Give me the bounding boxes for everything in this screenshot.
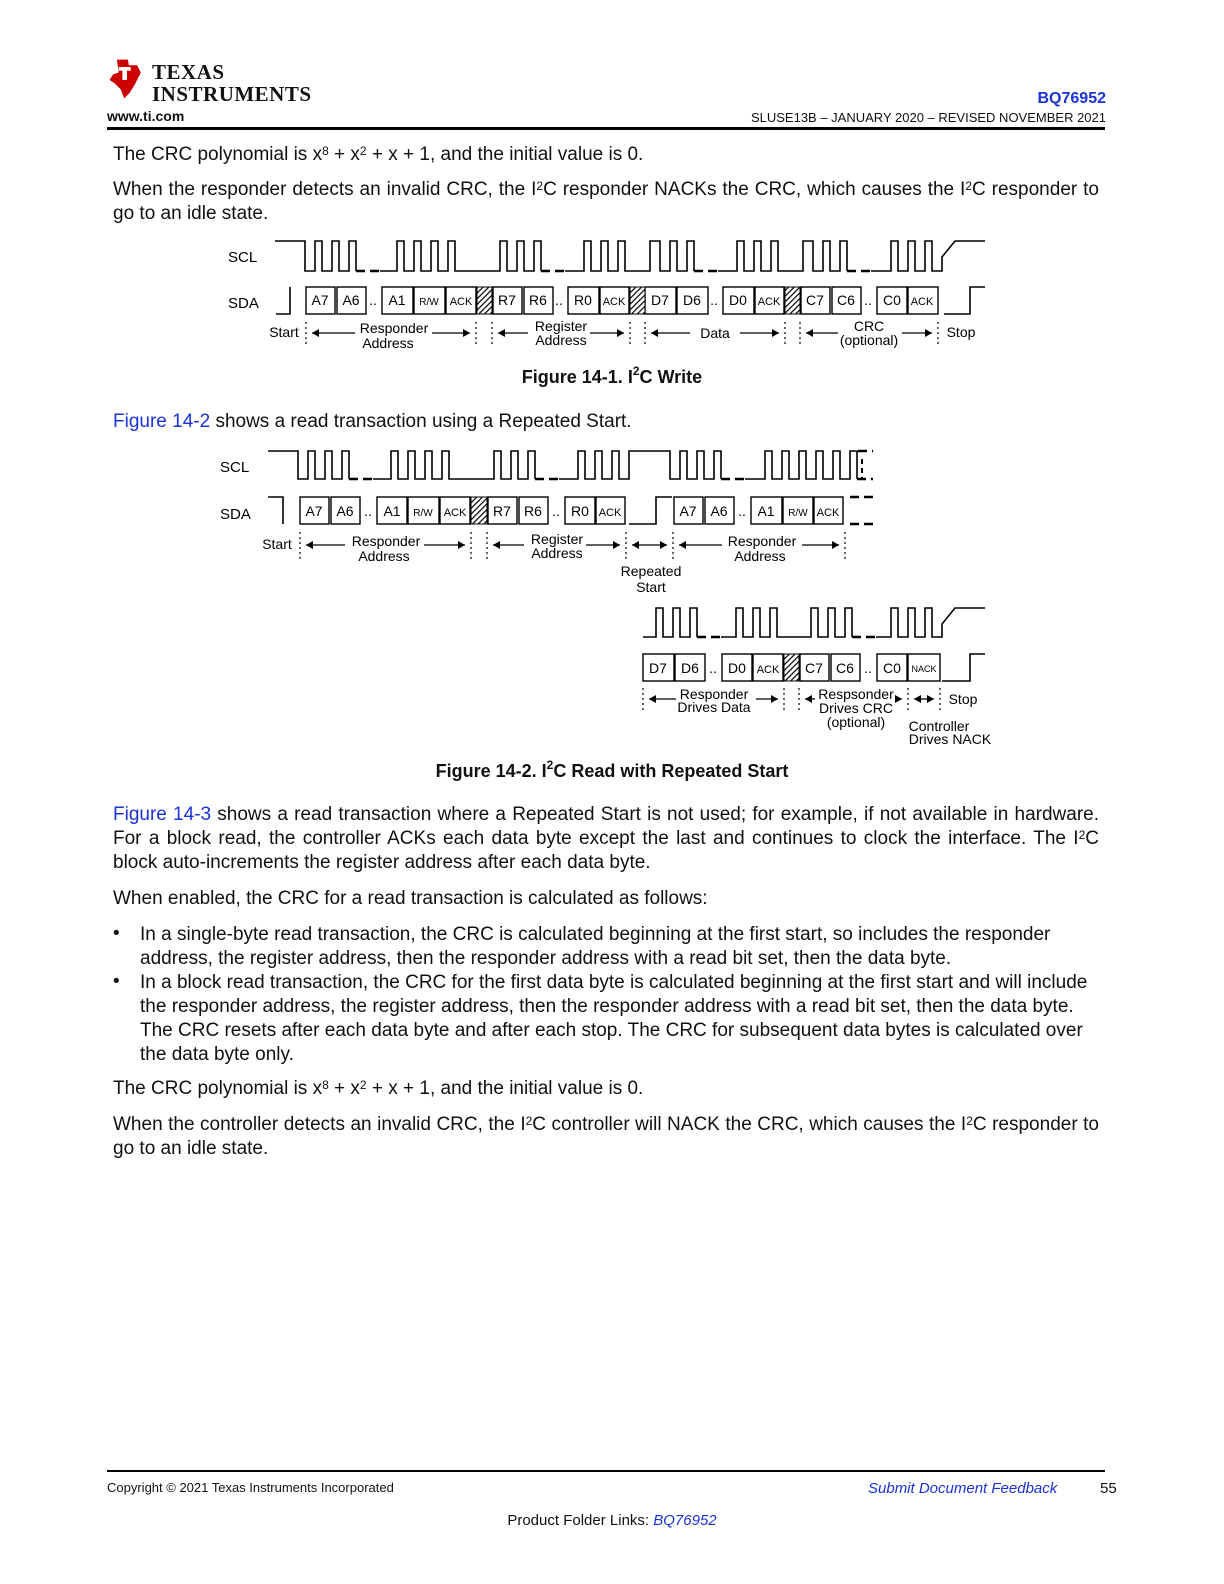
fig1-bit: D7 <box>651 292 669 308</box>
fig1-bit: C6 <box>837 292 855 308</box>
figure-14-1-diagram <box>0 230 1224 360</box>
fig2-responder-drives-crc-label: Respsonder <box>818 686 894 702</box>
figure-14-2-caption: Figure 14-2. $I^2C$ Read with Repeated Start <box>435 758 789 781</box>
fig2-bit: R/W <box>413 508 433 519</box>
fig1-crc-label: CRC <box>853 318 885 334</box>
fig2-bit: A1 <box>757 503 775 519</box>
fig2-bit: A7 <box>679 503 697 519</box>
fig1-data-label: Data <box>700 325 730 341</box>
fig1-crc-label: (optional) <box>839 332 899 348</box>
fig2-sda-label: SDA <box>220 506 251 523</box>
fig1-bit: A7 <box>311 292 329 308</box>
footer-rule <box>107 1470 1105 1472</box>
crc-polynomial-text-2: The CRC polynomial is $x^8 + x^2 + x + 1$, and the initial value is 0. <box>113 1078 644 1099</box>
submit-feedback-link[interactable]: Submit Document Feedback <box>868 1480 1058 1497</box>
fig2-bit: NACK <box>911 664 937 674</box>
doc-revision: SLUSE13B – JANUARY 2020 – REVISED NOVEMBER 2021 <box>750 110 1106 125</box>
fig1-bit: D0 <box>729 292 747 308</box>
fig2-bit: C7 <box>805 660 823 676</box>
ti-logo-icon <box>104 56 150 102</box>
fig2-scl-label: SCL <box>220 459 250 476</box>
fig2-responder-address-label: Responder <box>727 533 797 549</box>
fig2-bit: A7 <box>305 503 323 519</box>
fig2-bit: ACK <box>816 507 840 519</box>
product-folder-link[interactable]: BQ76952 <box>653 1512 717 1529</box>
bullet-marker: • <box>113 923 120 944</box>
fig2-controller-drives-nack-label: Controller <box>908 718 970 734</box>
responder-nack-text: When the responder detects an invalid CRC, the $I^2C$ responder NACKs the CRC, which causes the $I^2C$ responder to go to an idle state. <box>113 179 1099 224</box>
fig1-bit: C7 <box>806 292 824 308</box>
fig2-bit: ACK <box>443 507 467 519</box>
fig2-ellipsis: .. <box>864 660 872 676</box>
fig2-bit: A1 <box>383 503 401 519</box>
fig2-register-address-label: Address <box>531 545 583 561</box>
bullet-block-read: In a block read transaction, the CRC for the first data byte is calculated beginning at the first start and will include the responder address, the register address, then the responder address with a read bit set, then the data byte. The CRC resets after each data byte and after each stop. The CRC for subsequent data bytes is calculated over the data byte only. <box>140 972 1088 1065</box>
figure-14-3-link[interactable]: Figure 14-3 <box>113 804 212 825</box>
fig2-responder-address-label: Address <box>358 548 410 564</box>
fig2-responder-address-label: Address <box>734 548 786 564</box>
figure-14-2-link[interactable]: Figure 14-2 <box>113 411 211 432</box>
fig1-register-address-label: Register <box>534 318 588 334</box>
fig2-bit: ACK <box>756 664 780 676</box>
fig1-ellipsis: .. <box>369 292 377 308</box>
fig1-bit: R6 <box>529 292 547 308</box>
fig2-bit: D7 <box>649 660 667 676</box>
fig2-bit: R0 <box>571 503 589 519</box>
fig2-repeated-start-label: Start <box>636 579 666 595</box>
fig2-ellipsis: .. <box>364 503 372 519</box>
fig2-start-label: Start <box>262 536 292 552</box>
fig1-bit: D6 <box>683 292 701 308</box>
fig2-bit: A6 <box>710 503 728 519</box>
fig1-register-address-label: Address <box>535 332 587 348</box>
product-folder-links: Product Folder Links: BQ76952 <box>507 1512 717 1529</box>
fig1-responder-address-label: Responder <box>359 320 429 336</box>
fig2-bit: ACK <box>598 507 622 519</box>
fig2-ellipsis: .. <box>738 503 746 519</box>
fig1-bit: R0 <box>574 292 592 308</box>
figure-14-1-caption: Figure 14-1. $I^2C$ Write <box>521 364 703 387</box>
fig2-controller-drives-nack-label: Drives NACK <box>908 731 992 747</box>
brand-line2: INSTRUMENTS <box>152 82 312 106</box>
fig1-ellipsis: .. <box>555 292 563 308</box>
site-url[interactable]: www.ti.com <box>107 108 185 124</box>
fig1-stop-label: Stop <box>946 324 976 340</box>
figure-14-2-diagram <box>0 445 1224 750</box>
fig2-bit: C6 <box>836 660 854 676</box>
fig2-repeated-start-label: Repeated <box>620 563 682 579</box>
fig2-bit: C0 <box>883 660 901 676</box>
fig2-responder-address-label: Responder <box>351 533 421 549</box>
fig2-bit: A6 <box>336 503 354 519</box>
bullet-single-byte: In a single-byte read transaction, the CRC is calculated beginning at the first start, so includes the responder address, the register address, then the responder address with a read bit set, then the data byte. <box>140 924 1051 969</box>
fig2-stop-label: Stop <box>948 691 978 707</box>
fig2-bit: D6 <box>681 660 699 676</box>
fig2-ellipsis: .. <box>552 503 560 519</box>
fig1-bit: ACK <box>602 296 626 308</box>
fig2-responder-drives-crc-label: Drives CRC <box>819 700 893 716</box>
fig1-sda-label: SDA <box>228 295 259 312</box>
fig2-bit: R/W <box>788 508 808 519</box>
fig1-bit: ACK <box>757 296 781 308</box>
controller-nack-text: When the controller detects an invalid CRC, the $I^2C$ controller will NACK the CRC, which causes the $I^2C$ responder to go to an idle state. <box>113 1114 1100 1159</box>
fig2-register-address-label: Register <box>530 531 584 547</box>
fig1-bit: R/W <box>419 297 439 308</box>
bullet-marker: • <box>113 971 120 992</box>
fig1-responder-address-label: Address <box>362 335 414 351</box>
fig1-scl-label: SCL <box>228 249 258 266</box>
figure-14-3-paragraph: Figure 14-3 shows a read transaction where a Repeated Start is not used; for example, if not available in hardware. For a block read, the controller ACKs each data byte except the last and continues to clock the interface. The $I^2C$ block auto-increments the register address after each data byte. <box>113 804 1099 873</box>
fig2-responder-drives-data-label: Responder <box>679 686 749 702</box>
fig2-bit: R6 <box>524 503 542 519</box>
fig1-start-label: Start <box>269 324 299 340</box>
fig1-bit: A1 <box>388 292 406 308</box>
figure-14-2-intro: Figure 14-2 shows a read transaction using a Repeated Start. <box>113 411 632 432</box>
crc-polynomial-text: The CRC polynomial is $x^8 + x^2 + x + 1$, and the initial value is 0. <box>113 144 644 165</box>
fig2-bit: R7 <box>493 503 511 519</box>
crc-read-intro: When enabled, the CRC for a read transaction is calculated as follows: <box>113 888 708 909</box>
fig1-bit: A6 <box>342 292 360 308</box>
fig2-responder-drives-crc-label: (optional) <box>826 714 886 730</box>
fig1-bit: C0 <box>883 292 901 308</box>
fig1-ellipsis: .. <box>864 292 872 308</box>
brand-line1: TEXAS <box>152 60 225 84</box>
fig2-bit: D0 <box>728 660 746 676</box>
footer-copyright: Copyright © 2021 Texas Instruments Incorporated <box>107 1480 394 1495</box>
fig1-bit: R7 <box>498 292 516 308</box>
fig2-ellipsis: .. <box>709 660 717 676</box>
fig1-bit: ACK <box>910 296 934 308</box>
header-rule <box>107 127 1105 130</box>
page-number: 55 <box>1100 1480 1117 1497</box>
fig1-bit: ACK <box>449 296 473 308</box>
fig2-responder-drives-data-label: Drives Data <box>677 699 751 715</box>
doc-id[interactable]: BQ76952 <box>1037 90 1106 107</box>
fig1-ellipsis: .. <box>710 292 718 308</box>
